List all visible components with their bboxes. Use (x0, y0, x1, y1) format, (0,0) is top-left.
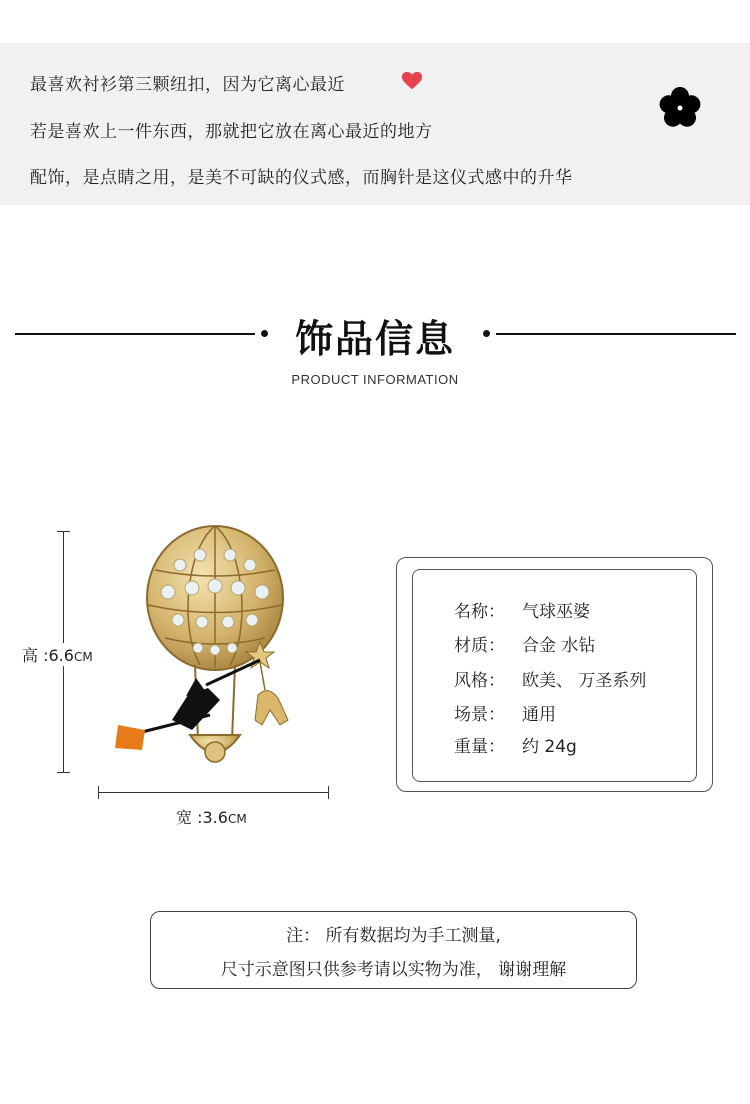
heart-icon (401, 70, 423, 92)
product-image (110, 520, 320, 790)
spec-row-style (454, 666, 646, 691)
section-subtitle: PRODUCT INFORMATION (291, 372, 459, 387)
section-header (0, 300, 750, 400)
title-dot-right (483, 330, 490, 337)
intro-line-2: 若是喜欢上一件东西，那就把它放在离心最近的地方 (30, 122, 433, 142)
spec-value: 约 24g (522, 737, 577, 757)
spec-key: 材质： (454, 636, 505, 656)
height-label: 高 :6.6CM (22, 643, 93, 666)
spec-key: 重量： (454, 737, 505, 757)
spec-row-name (454, 597, 590, 622)
spec-row-weight (454, 732, 577, 757)
intro-line-1: 最喜欢衬衫第三颗纽扣，因为它离心最近 (30, 75, 345, 95)
spec-row-occasion (454, 700, 556, 725)
width-dimension-line (98, 792, 329, 793)
intro-banner (0, 43, 750, 205)
spec-key: 场景： (454, 705, 505, 725)
section-title: 饰品信息 (294, 317, 455, 361)
height-dimension-cap-bottom (57, 772, 70, 773)
intro-line-3: 配饰，是点睛之用，是美不可缺的仪式感，而胸针是这仪式感中的升华 (30, 168, 573, 188)
note-line-2: 尺寸示意图只供参考请以实物为准， 谢谢理解 (220, 960, 567, 980)
note-line-1: 注： 所有数据均为手工测量, (286, 926, 501, 946)
spec-row-material (454, 631, 595, 656)
height-dimension-cap-top (57, 531, 70, 532)
spec-value: 合金 水钻 (522, 636, 596, 656)
spec-value: 气球巫婆 (522, 602, 590, 622)
spec-value: 通用 (522, 705, 556, 725)
spec-key: 名称： (454, 602, 505, 622)
width-label: 宽 :3.6CM (176, 805, 247, 828)
spec-value: 欧美、 万圣系列 (522, 671, 647, 691)
width-dimension-cap-right (328, 786, 329, 799)
title-rule-right (496, 333, 736, 335)
flower-icon (657, 85, 703, 131)
width-dimension-cap-left (98, 786, 99, 799)
measurement-note (150, 911, 637, 989)
spec-key: 风格： (454, 671, 505, 691)
